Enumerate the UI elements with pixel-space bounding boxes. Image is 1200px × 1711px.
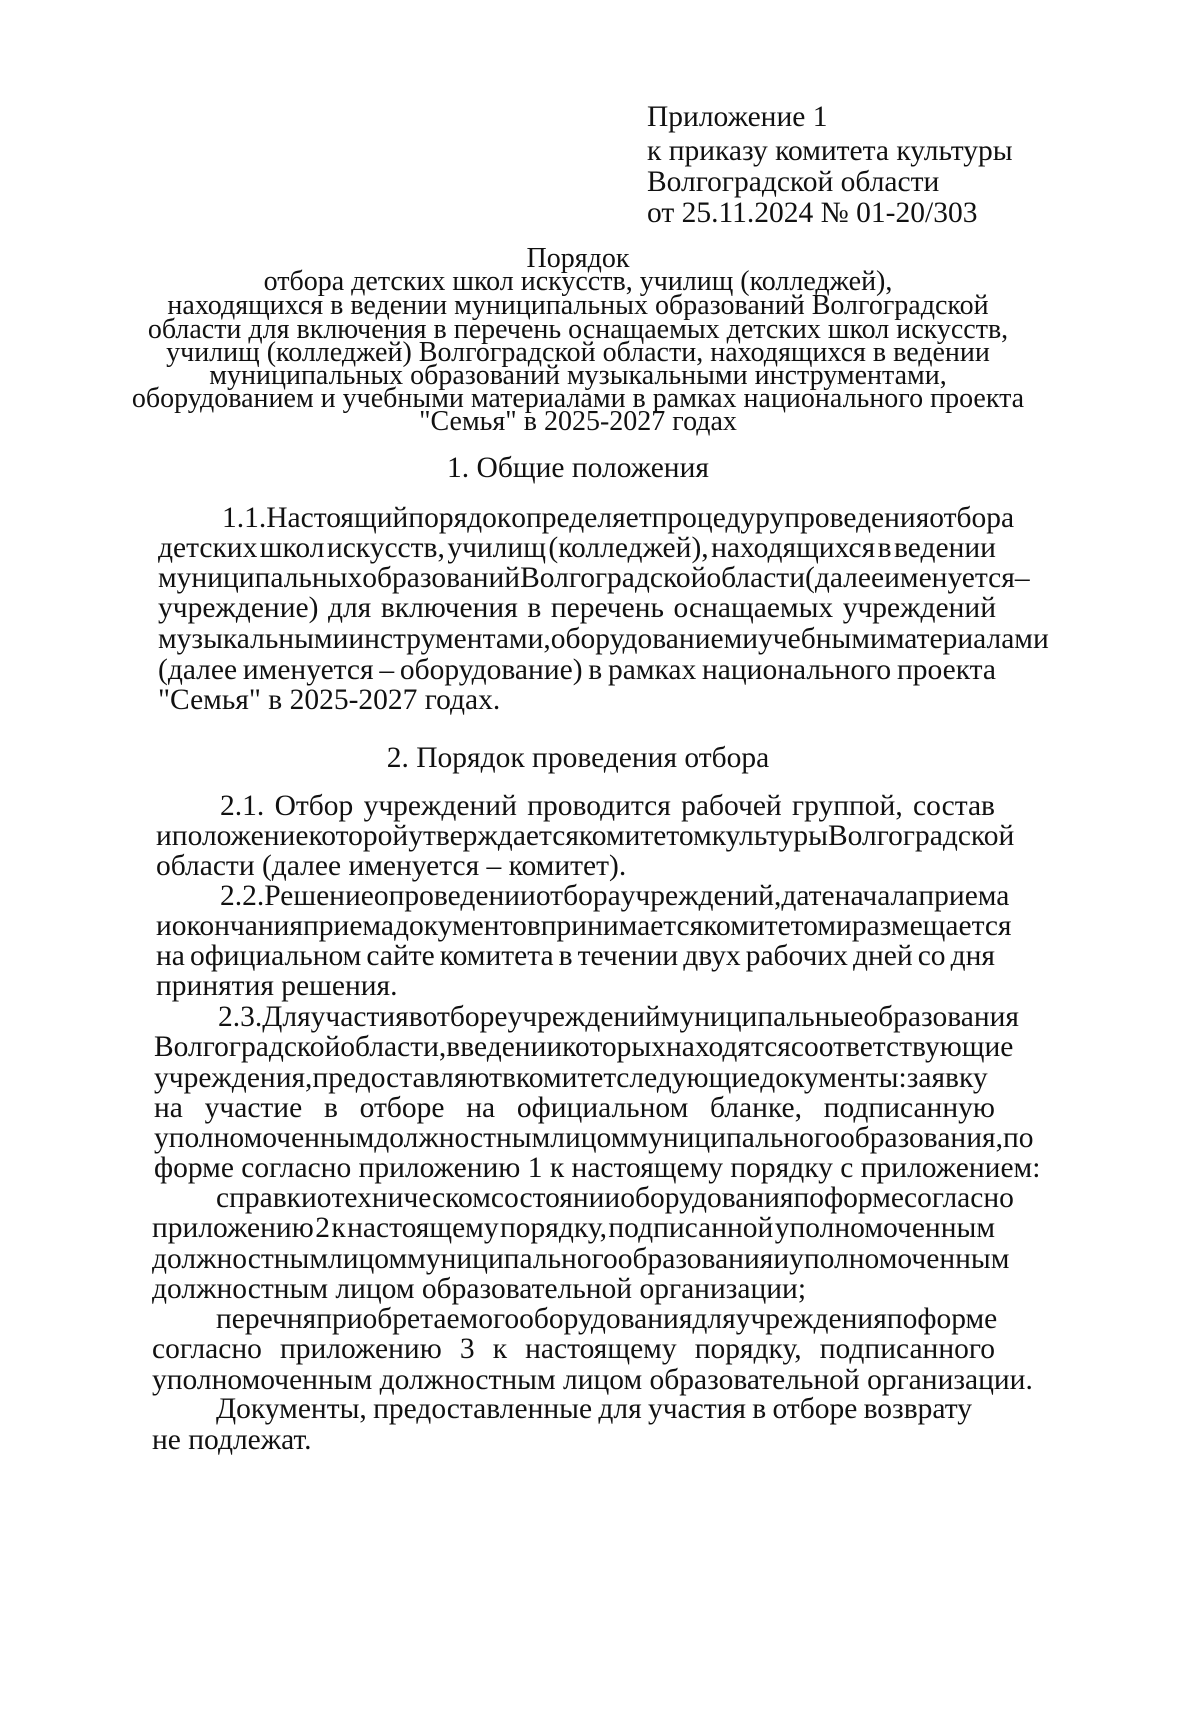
word: – [379,654,395,686]
word: окончания [171,910,303,942]
word: оборудование) [399,654,583,686]
word: образования, [839,1122,1003,1154]
word: лицом [328,1243,408,1275]
word: группой, [792,790,903,822]
text-line: должностным лицом образовательной организации; [152,1273,807,1305]
title-line: оборудованием и учебными материалами в рамках национального проекта [131,383,1025,414]
word: Настоящий [266,502,409,534]
word: в [877,532,892,564]
text-line: (далее именуется – оборудование) в рамках национального проекта [158,654,996,686]
word: принимается [540,910,704,942]
word: дате [781,880,835,912]
word: со [917,940,946,972]
text-line: на участие в отборе на официальном бланке, подписанную [154,1092,995,1124]
title-line: находящихся в ведении муниципальных образований Волгоградской [167,290,989,321]
word: (далее [805,562,885,594]
word: порядок [408,502,512,534]
word: Волгоградской [828,820,1015,852]
word: проводится [527,790,671,822]
word: культуры [711,820,828,852]
word: образования [617,1243,774,1275]
word: учебными [758,623,886,655]
word: на [466,1092,496,1124]
text-line: уполномоченным должностным лицом образовательной организации. [152,1364,1033,1396]
word: по [886,1303,918,1335]
word: Волгоградской [520,562,707,594]
word: форме [824,1182,904,1214]
word: и [773,1243,790,1275]
word: возврату [863,1393,972,1425]
word: начала [834,880,919,912]
word: учреждения [735,1303,887,1335]
word: к [331,1212,346,1244]
word: национального [702,654,892,686]
word: искусств, [326,532,445,564]
word: отбора [929,502,1015,534]
word: Отбор [274,790,354,822]
word: муниципальные [660,1001,864,1033]
word: настоящему [347,1212,499,1244]
word: документов [393,910,541,942]
word: процедуру [651,502,785,534]
word: (колледжей), [548,532,709,564]
word: официальном [516,1092,689,1124]
word: отборе [772,1393,858,1425]
word: рабочей [681,790,782,822]
word: рамках [608,654,697,686]
word: и [742,623,759,655]
word: отборе [422,1001,508,1033]
text-line: 2.3. Для участия в отборе учреждений муниципальные образования [218,1001,1019,1033]
word: соответствующие [790,1031,1014,1063]
word: образований [362,562,521,594]
word: отборе [359,1092,445,1124]
word: о [373,880,389,912]
text-line: должностным лицом муниципального образования и уполномоченным [152,1243,1010,1275]
word: сайте [366,940,435,972]
word: области, [340,1031,447,1063]
section-heading: 1. Общие положения [447,452,709,484]
word: проведения [784,502,930,534]
word: настоящему [525,1333,677,1365]
word: учреждений [363,790,517,822]
word: комитетом [703,910,837,942]
text-line: перечня приобретаемого оборудования для учреждения по форме [216,1303,998,1335]
word: оснащаемых [673,592,834,624]
word: определяет [511,502,652,534]
word: следующие [616,1062,761,1094]
word: рабочих [745,940,848,972]
word: состоянии [490,1182,621,1214]
word: в [588,654,603,686]
text-line: и окончания приема документов принимается комитетом и размещается [156,910,1012,942]
word: по [793,1182,825,1214]
word: комитет [515,1062,617,1094]
title-line: училищ (колледжей) Волгоградской области, находящихся в ведении [166,337,990,368]
word: утверждается [408,820,579,852]
word: к [492,1333,508,1365]
word: в [323,1092,338,1124]
word: в [558,940,573,972]
text-line: уполномоченным должностным лицом муниципального образования, по [154,1122,1034,1154]
word: материалами [885,623,1049,655]
text-line: учреждения, предоставляют в комитет следующие документы: заявку [154,1062,988,1094]
word: участия [647,1393,746,1425]
word: приобретаемого [316,1303,520,1335]
word: предоставленные [373,1393,593,1425]
word: школ [259,532,325,564]
text-line: 1.1. Настоящий порядок определяет процедуру проведения отбора [222,502,1015,534]
word: находящихся [711,532,876,564]
word: ведении [460,1031,563,1063]
appendix-line: к приказу комитета культуры [647,135,1013,167]
word: подписанного [819,1333,995,1365]
word: муниципального [407,1243,618,1275]
word: – [1014,562,1030,594]
text-line: на официальном сайте комитета в течении двух рабочих дней со дня [156,940,995,972]
text-line: Волгоградской области, в ведении которых находятся соответствующие [154,1031,1014,1063]
text-line: справки о техническом состоянии оборудования по форме согласно [216,1182,1014,1214]
word: проекта [896,654,996,686]
word: приема [918,880,1010,912]
text-line: области (далее именуется – комитет). [156,850,627,882]
word: уполномоченным [774,1212,995,1244]
appendix-line: Приложение 1 [647,101,828,133]
word: перечень [550,592,664,624]
word: муниципального [629,1122,840,1154]
title-line: области для включения в перечень оснащаемых детских школ искусств, [147,314,1009,345]
word: порядку, [694,1333,802,1365]
word: отбора [535,880,621,912]
word: заявку [906,1062,988,1094]
word: в [501,1062,516,1094]
word: состав [913,790,995,822]
word: течении [577,940,679,972]
word: участия [310,1001,409,1033]
word: согласно [904,1182,1014,1214]
text-line: 2.2. Решение о проведении отбора учреждений, дате начала приема [220,880,1010,912]
word: официальном [189,940,362,972]
word: техническом [331,1182,491,1214]
appendix-line: Волгоградской области [647,166,940,198]
text-line: учреждение) для включения в перечень оснащаемых учреждений [158,592,996,624]
section-heading: 2. Порядок проведения отбора [386,742,770,774]
word: порядку, [500,1212,607,1244]
word: проведении [388,880,536,912]
word: для [692,1303,736,1335]
word: уполномоченным [789,1243,1010,1275]
word: дня [950,940,995,972]
word: учреждений [507,1001,661,1033]
text-line: детских школ искусств, училищ (колледжей), находящихся в ведении [158,532,996,564]
word: комитетом [578,820,712,852]
text-line: Документы, предоставленные для участия в отборе возврату [216,1393,972,1425]
word: именуется [884,562,1015,594]
word: включения [380,592,518,624]
word: в [752,1393,767,1425]
text-line: 2.1. Отбор учреждений проводится рабочей группой, состав [220,790,995,822]
word: которой [308,820,409,852]
word: приема [303,910,394,942]
word: участие [204,1092,303,1124]
text-line: муниципальных образований Волгоградской области (далее именуется – [158,562,1030,594]
word: Для [262,1001,311,1033]
word: оборудования [620,1182,794,1214]
title-line: отбора детских школ искусств, училищ (колледжей), [263,266,893,297]
word: подписанную [823,1092,995,1124]
word: положение [171,820,309,852]
word: ведении [894,532,996,564]
word: по [1002,1122,1034,1154]
text-line: форме согласно приложению 1 к настоящему порядку с приложением: [154,1152,1041,1184]
title-line: "Семья" в 2025-2027 годах [419,406,737,437]
word: двух [683,940,741,972]
word: в [527,592,542,624]
word: 2 [315,1212,330,1244]
word: о [316,1182,332,1214]
word: в [408,1001,423,1033]
word: документы: [760,1062,907,1094]
word: Решение [264,880,374,912]
word: области [706,562,805,594]
word: училищ [447,532,546,564]
word: для [327,592,372,624]
word: дней [852,940,913,972]
word: находятся [665,1031,791,1063]
word: в [446,1031,461,1063]
word: учреждений [842,592,996,624]
text-line: приложению 2 к настоящему порядку, подписанной уполномоченным [152,1212,995,1244]
title-heading: Порядок [526,243,630,274]
word: для [598,1393,642,1425]
word: 3 [459,1333,475,1365]
word: предоставляют [312,1062,502,1094]
word: и [836,910,852,942]
word: образования [863,1001,1019,1033]
word: форме [917,1303,998,1335]
word: оборудованием [550,623,743,655]
word: размещается [851,910,1012,942]
text-line: принятия решения. [156,970,398,1002]
word: комитета [439,940,554,972]
text-line: "Семья" в 2025-2027 годах. [158,684,501,716]
text-line: согласно приложению 3 к настоящему порядку, подписанного [152,1333,995,1365]
word: приложению [279,1333,442,1365]
word: оборудования [519,1303,693,1335]
word: подписанной [608,1212,774,1244]
text-line: не подлежат. [152,1424,312,1456]
word: которых [562,1031,666,1063]
word: должностным [374,1122,551,1154]
word: именуется [242,654,374,686]
title-line: муниципальных образований музыкальными инструментами, [209,360,947,391]
word: лицом [550,1122,630,1154]
appendix-line: от 25.11.2024 № 01-20/303 [647,197,978,229]
word: бланке, [710,1092,802,1124]
word: учреждений, [620,880,782,912]
text-line: и положение которой утверждается комитетом культуры Волгоградской [156,820,1015,852]
text-line: музыкальными инструментами, оборудованием и учебными материалами [158,623,1049,655]
word: инструментами, [348,623,551,655]
